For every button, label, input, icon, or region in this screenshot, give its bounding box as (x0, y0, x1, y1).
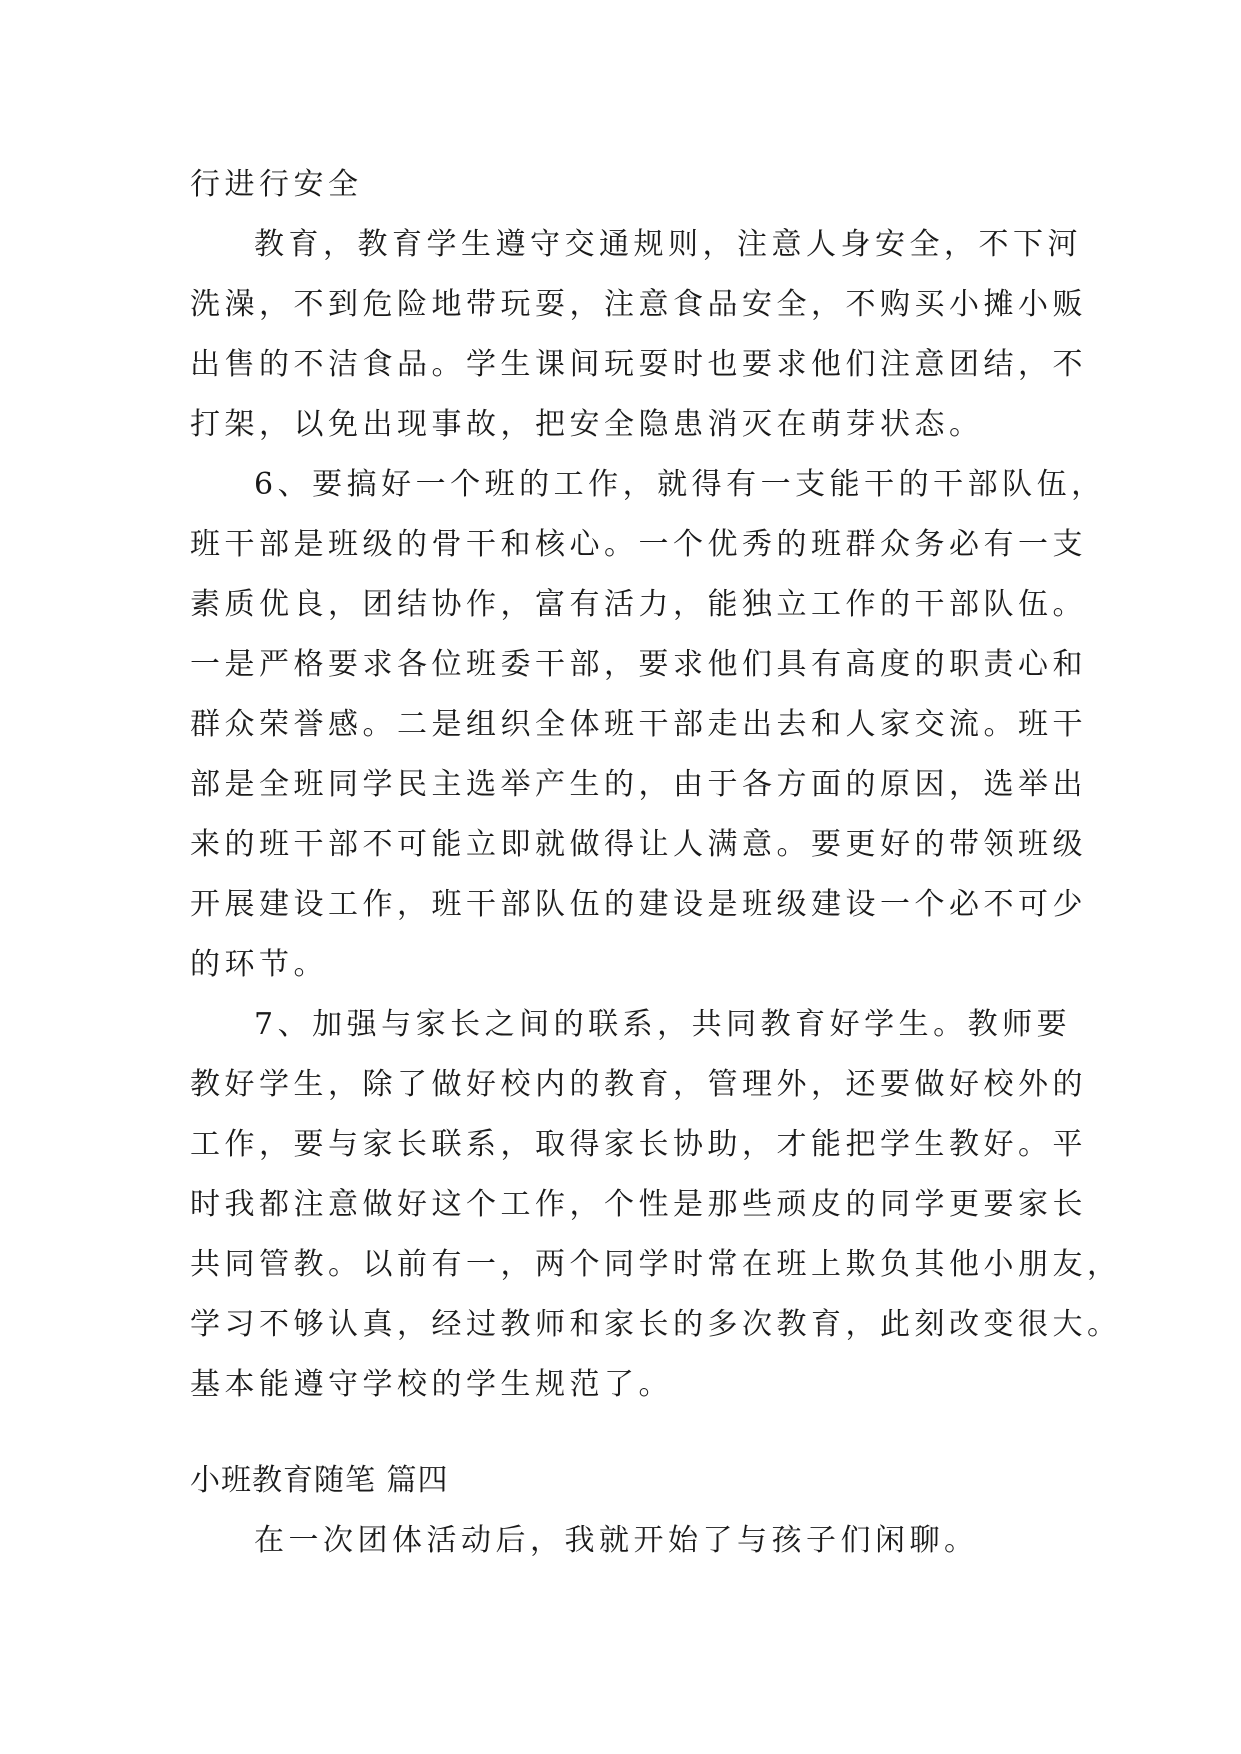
text-line: 洗澡，不到危险地带玩耍，注意食品安全，不购买小摊小贩 (190, 287, 1087, 322)
document-body (190, 155, 1122, 1571)
text-line: 的环节。 (190, 947, 328, 982)
text-line: 工作，要与家长联系，取得家长协助，才能把学生教好。平 (190, 1127, 1087, 1162)
paragraph-safety (190, 215, 1087, 455)
text-line: 时我都注意做好这个工作，个性是那些顽皮的同学更要家长 (190, 1187, 1087, 1222)
text-line: 教育，教育学生遵守交通规则，注意人身安全，不下河 (254, 227, 1082, 262)
text-line: 一是严格要求各位班委干部，要求他们具有高度的职责心和 (190, 647, 1087, 682)
text-line: 教好学生，除了做好校内的教育，管理外，还要做好校外的 (190, 1067, 1087, 1102)
section-spacer (190, 1415, 1070, 1451)
section-title: 小班教育随笔 篇四 (190, 1463, 449, 1498)
text-line: 开展建设工作，班干部队伍的建设是班级建设一个必不可少 (190, 887, 1087, 922)
text-line: 基本能遵守学校的学生规范了。 (190, 1367, 673, 1402)
text-line: 在一次团体活动后，我就开始了与孩子们闲聊。 (254, 1523, 979, 1558)
text-line: 学习不够认真，经过教师和家长的多次教育，此刻改变很大。 (190, 1307, 1122, 1342)
text-line: 打架，以免出现事故，把安全隐患消灭在萌芽状态。 (190, 407, 984, 442)
text-line: 来的班干部不可能立即就做得让人满意。要更好的带领班级 (190, 827, 1087, 862)
text-line: 部是全班同学民主选举产生的，由于各方面的原因，选举出 (190, 767, 1087, 802)
text-line: 行进行安全 (190, 167, 363, 202)
text-line: 群众荣誉感。二是组织全体班干部走出去和人家交流。班干 (190, 707, 1087, 742)
text-line: 班干部是班级的骨干和核心。一个优秀的班群众务必有一支 (190, 527, 1087, 562)
paragraph-chat (190, 1511, 1070, 1571)
text-line: 素质优良，团结协作，富有活力，能独立工作的干部队伍。 (190, 587, 1087, 622)
text-line: 7、加强与家长之间的联系，共同教育好学生。教师要 (254, 1007, 1072, 1042)
paragraph-class-cadres (190, 455, 1106, 995)
paragraph-parents-contact (190, 995, 1122, 1415)
text-line: 6、要搞好一个班的工作，就得有一支能干的干部队伍， (254, 467, 1106, 502)
text-line: 共同管教。以前有一，两个同学时常在班上欺负其他小朋友， (190, 1247, 1122, 1282)
text-line: 出售的不洁食品。学生课间玩耍时也要求他们注意团结，不 (190, 347, 1087, 382)
